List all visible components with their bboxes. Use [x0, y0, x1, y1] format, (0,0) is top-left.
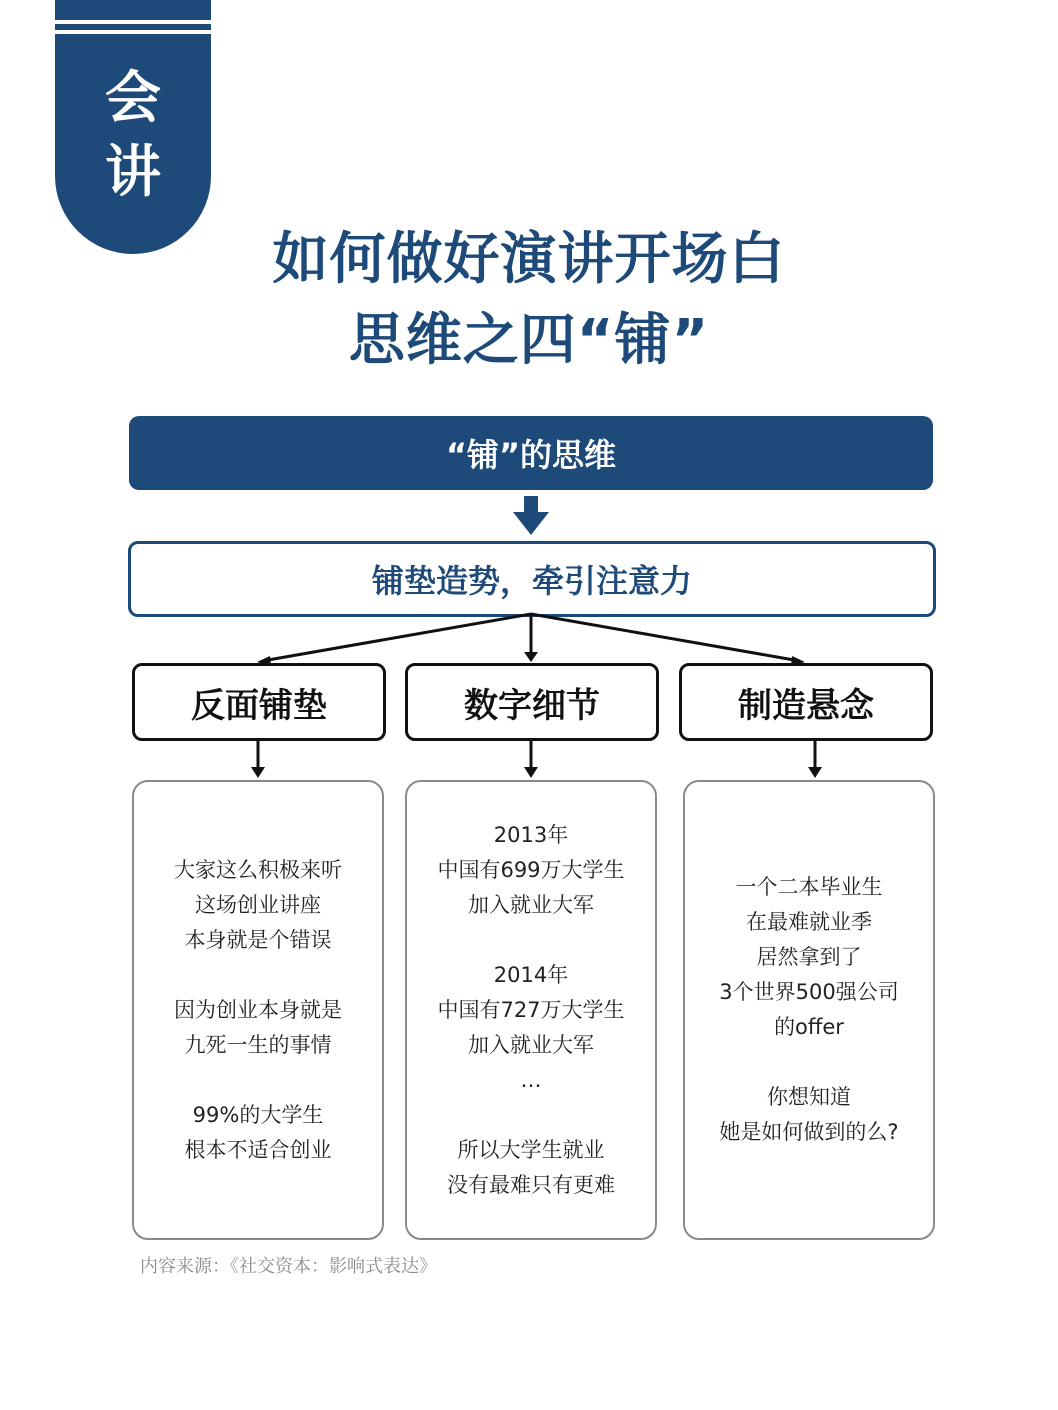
- detail-line: 2014年: [493, 962, 569, 987]
- detail-line: 99%的大学生: [192, 1102, 324, 1127]
- arrow-down-icon: [513, 512, 549, 535]
- detail-line: 这场创业讲座: [195, 892, 321, 917]
- detail-box: [405, 780, 657, 1240]
- detail-box: [683, 780, 935, 1240]
- detail-line: 你想知道: [767, 1085, 851, 1109]
- summary-box: 铺垫造势，牵引注意力: [128, 541, 936, 617]
- source-note: 内容来源：《社交资本：影响式表达》: [140, 1256, 437, 1277]
- detail-line: 没有最难只有更难: [447, 1172, 615, 1197]
- detail-line: 本身就是个错误: [184, 927, 332, 952]
- detail-line: 在最难就业季: [746, 910, 872, 934]
- detail-line: …: [520, 1067, 542, 1092]
- arrow-down-icon: [524, 496, 538, 514]
- detail-line: 因为创业本身就是: [174, 997, 342, 1022]
- arrow-head-icon: [524, 767, 538, 778]
- detail-line: 加入就业大军: [468, 892, 594, 917]
- badge-char: 讲: [105, 140, 161, 205]
- concept-banner: “铺”的思维: [129, 416, 933, 490]
- detail-line: 根本不适合创业: [184, 1137, 332, 1162]
- detail-line: 3个世界500强公司: [719, 980, 899, 1004]
- page-subtitle: 思维之四“铺”: [348, 308, 710, 373]
- detail-line: 2013年: [493, 822, 569, 847]
- detail-line: 居然拿到了: [756, 945, 862, 969]
- detail-line: 九死一生的事情: [184, 1032, 332, 1057]
- arrow-head-icon: [808, 767, 822, 778]
- category-box: 反面铺垫: [132, 663, 386, 741]
- detail-line: 中国有727万大学生: [437, 997, 625, 1022]
- detail-line: 一个二本毕业生: [735, 875, 883, 899]
- detail-line: 中国有699万大学生: [437, 857, 625, 882]
- arrow-head-icon: [524, 652, 538, 662]
- detail-line: 她是如何做到的么?: [719, 1120, 899, 1144]
- detail-line: 所以大学生就业: [457, 1137, 605, 1162]
- detail-line: 的offer: [774, 1015, 844, 1039]
- detail-line: 加入就业大军: [468, 1032, 594, 1057]
- category-box: 数字细节: [405, 663, 659, 741]
- detail-line: 大家这么积极来听: [174, 857, 342, 882]
- badge-char: 会: [105, 66, 161, 131]
- arrow-head-icon: [251, 767, 265, 778]
- page-title: 如何做好演讲开场白: [272, 227, 786, 292]
- category-box: 制造悬念: [679, 663, 933, 741]
- detail-box: [132, 780, 384, 1240]
